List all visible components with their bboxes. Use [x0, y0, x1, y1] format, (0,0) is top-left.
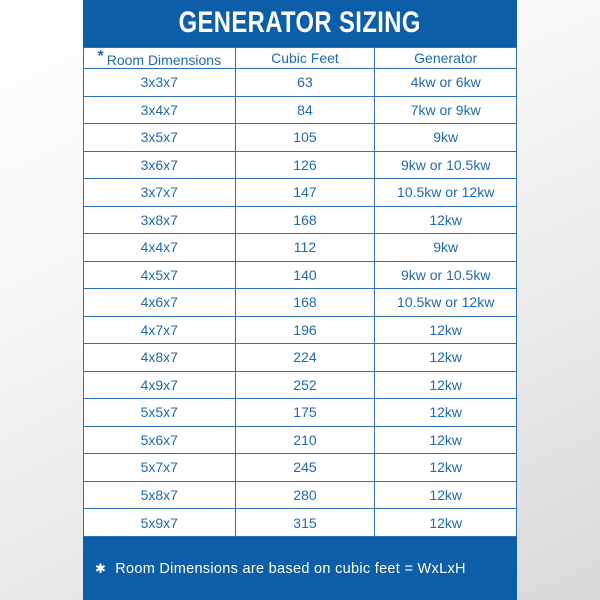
cell-generator: 10.5kw or 12kw [375, 179, 517, 207]
cell-cubic-feet: 168 [235, 289, 375, 317]
table-row [84, 69, 517, 97]
cell-cubic-feet: 280 [235, 481, 375, 509]
cell-generator: 9kw or 10.5kw [375, 261, 517, 289]
table-row [84, 481, 517, 509]
cell-generator: 9kw [375, 234, 517, 262]
cell-generator: 4kw or 6kw [375, 69, 517, 97]
cell-cubic-feet: 140 [235, 261, 375, 289]
table-row [84, 509, 517, 537]
cell-room-dimensions: 4x6x7 [84, 289, 236, 317]
table-row [84, 344, 517, 372]
table-row [84, 124, 517, 152]
cell-cubic-feet: 105 [235, 124, 375, 152]
cell-room-dimensions: 4x9x7 [84, 371, 236, 399]
table-row [84, 96, 517, 124]
cell-generator: 12kw [375, 206, 517, 234]
cell-room-dimensions: 5x6x7 [84, 426, 236, 454]
cell-cubic-feet: 168 [235, 206, 375, 234]
cell-room-dimensions: 3x5x7 [84, 124, 236, 152]
cell-room-dimensions: 4x8x7 [84, 344, 236, 372]
cell-room-dimensions: 4x7x7 [84, 316, 236, 344]
cell-room-dimensions: 3x7x7 [84, 179, 236, 207]
cell-cubic-feet: 84 [235, 96, 375, 124]
cell-cubic-feet: 175 [235, 399, 375, 427]
cell-cubic-feet: 245 [235, 454, 375, 482]
table-header-row [84, 48, 517, 69]
cell-room-dimensions: 5x8x7 [84, 481, 236, 509]
cell-generator: 7kw or 9kw [375, 96, 517, 124]
cell-generator: 12kw [375, 344, 517, 372]
cell-generator: 9kw [375, 124, 517, 152]
table-row [84, 426, 517, 454]
cell-room-dimensions: 5x7x7 [84, 454, 236, 482]
cell-room-dimensions: 4x4x7 [84, 234, 236, 262]
footnote-bar [83, 537, 517, 600]
cell-generator: 12kw [375, 316, 517, 344]
cell-room-dimensions: 3x3x7 [84, 69, 236, 97]
cell-room-dimensions: 3x8x7 [84, 206, 236, 234]
footnote-text: Room Dimensions are based on cubic feet = WxLxH [115, 560, 466, 577]
table-row [84, 399, 517, 427]
cell-room-dimensions: 4x5x7 [84, 261, 236, 289]
cell-generator: 12kw [375, 371, 517, 399]
cell-cubic-feet: 315 [235, 509, 375, 537]
table-row [84, 289, 517, 317]
cell-room-dimensions: 5x5x7 [84, 399, 236, 427]
table-row [84, 316, 517, 344]
cell-generator: 12kw [375, 454, 517, 482]
col-header-generator: Generator [375, 48, 517, 69]
cell-generator: 12kw [375, 426, 517, 454]
cell-cubic-feet: 224 [235, 344, 375, 372]
cell-generator: 12kw [375, 509, 517, 537]
cell-generator: 10.5kw or 12kw [375, 289, 517, 317]
cell-cubic-feet: 126 [235, 151, 375, 179]
col-header-room-dimensions [84, 48, 236, 69]
table-row [84, 371, 517, 399]
cell-generator: 9kw or 10.5kw [375, 151, 517, 179]
cell-room-dimensions: 3x4x7 [84, 96, 236, 124]
table-row [84, 206, 517, 234]
cell-cubic-feet: 63 [235, 69, 375, 97]
asterisk-mark: * [97, 48, 104, 65]
table-row [84, 151, 517, 179]
cell-room-dimensions: 3x6x7 [84, 151, 236, 179]
col-header-cubic-feet: Cubic Feet [235, 48, 375, 69]
title-bar [83, 0, 517, 47]
cell-cubic-feet: 196 [235, 316, 375, 344]
sizing-table [83, 47, 517, 537]
cell-cubic-feet: 252 [235, 371, 375, 399]
page-title: GENERATOR SIZING [178, 6, 422, 40]
table-row [84, 234, 517, 262]
cell-cubic-feet: 112 [235, 234, 375, 262]
generator-sizing-panel [83, 0, 517, 600]
table-row [84, 261, 517, 289]
cell-cubic-feet: 210 [235, 426, 375, 454]
col-header-room-dimensions-label: Room Dimensions [106, 52, 222, 68]
table-row [84, 454, 517, 482]
cell-generator: 12kw [375, 481, 517, 509]
cell-room-dimensions: 5x9x7 [84, 509, 236, 537]
cell-cubic-feet: 147 [235, 179, 375, 207]
cell-generator: 12kw [375, 399, 517, 427]
footnote-asterisk-icon: ✱ [95, 560, 107, 576]
table-row [84, 179, 517, 207]
